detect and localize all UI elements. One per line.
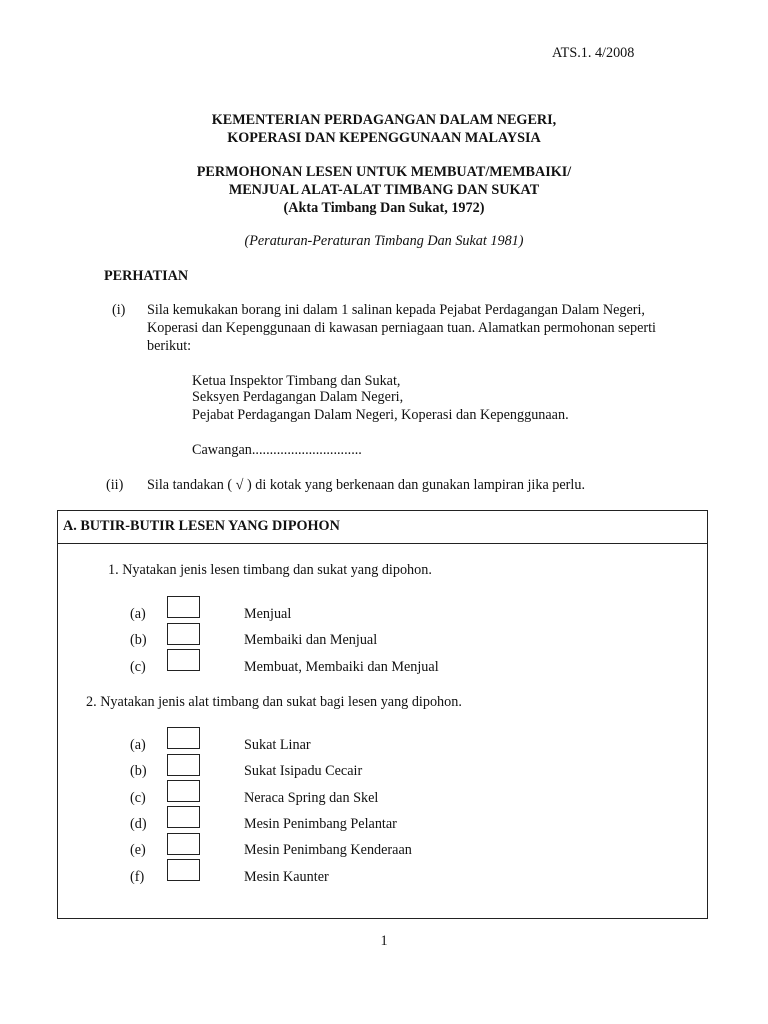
q1-option-c-marker: (c) [130,659,146,675]
form-title-line-2: MENJUAL ALAT-ALAT TIMBANG DAN SUKAT [228,182,540,198]
page-number: 1 [380,933,388,949]
branch-fill-in-line: Cawangan............................... [192,442,362,458]
address-line-3: Pejabat Perdagangan Dalam Negeri, Koperasi dan Kepenggunaan. [192,407,569,423]
notice-item-1-line-1: Sila kemukakan borang ini dalam 1 salinan kepada Pejabat Perdagangan Dalam Negeri, [147,302,645,318]
q1-option-a-checkbox[interactable] [167,596,200,618]
notice-item-2-marker: (ii) [106,477,124,493]
section-a-divider [58,543,707,544]
q2-option-c-checkbox[interactable] [167,780,200,802]
q2-option-b-label: Sukat Isipadu Cecair [244,763,363,779]
q2-option-c-marker: (c) [130,790,146,806]
q1-option-c-checkbox[interactable] [167,649,200,671]
q2-option-e-label: Mesin Penimbang Kenderaan [244,842,412,858]
ministry-name-line-2: KOPERASI DAN KEPENGGUNAAN MALAYSIA [227,130,541,146]
q2-option-e-marker: (e) [130,842,146,858]
q2-option-b-checkbox[interactable] [167,754,200,776]
q2-option-f-marker: (f) [130,869,145,885]
q2-option-c-label: Neraca Spring dan Skel [244,790,379,806]
section-a-heading: A. BUTIR-BUTIR LESEN YANG DIPOHON [63,518,340,534]
address-line-2: Seksyen Perdagangan Dalam Negeri, [192,389,404,405]
ministry-name-line-1: KEMENTERIAN PERDAGANGAN DALAM NEGERI, [211,112,557,128]
q2-option-f-label: Mesin Kaunter [244,869,329,885]
q1-option-b-checkbox[interactable] [167,623,200,645]
q1-option-c-label: Membuat, Membaiki dan Menjual [244,659,439,675]
form-reference-code: ATS.1. 4/2008 [552,45,635,61]
q2-option-a-label: Sukat Linar [244,737,311,753]
q2-option-d-marker: (d) [130,816,147,832]
q2-option-d-label: Mesin Penimbang Pelantar [244,816,397,832]
q2-option-e-checkbox[interactable] [167,833,200,855]
q2-option-f-checkbox[interactable] [167,859,200,881]
address-line-1: Ketua Inspektor Timbang dan Sukat, [192,373,401,389]
notice-item-1-line-2: Koperasi dan Kepenggunaan di kawasan perniagaan tuan. Alamatkan permohonan seperti [147,320,656,336]
question-1-text: 1. Nyatakan jenis lesen timbang dan sukat yang dipohon. [108,562,432,578]
notice-item-1-line-3: berikut: [147,338,192,354]
form-title-line-1: PERMOHONAN LESEN UNTUK MEMBUAT/MEMBAIKI/ [196,164,572,180]
q1-option-b-marker: (b) [130,632,147,648]
q1-option-a-marker: (a) [130,606,146,622]
notice-item-1-marker: (i) [112,302,126,318]
q2-option-d-checkbox[interactable] [167,806,200,828]
q1-option-b-label: Membaiki dan Menjual [244,632,378,648]
notice-item-2-text: Sila tandakan ( √ ) di kotak yang berkenaan dan gunakan lampiran jika perlu. [147,477,585,493]
regulation-reference: (Peraturan-Peraturan Timbang Dan Sukat 1981) [244,233,524,249]
q2-option-a-marker: (a) [130,737,146,753]
q2-option-a-checkbox[interactable] [167,727,200,749]
question-2-text: 2. Nyatakan jenis alat timbang dan sukat bagi lesen yang dipohon. [86,694,462,710]
notice-heading: PERHATIAN [104,268,189,284]
form-title-act: (Akta Timbang Dan Sukat, 1972) [283,200,485,216]
q1-option-a-label: Menjual [244,606,292,622]
q2-option-b-marker: (b) [130,763,147,779]
